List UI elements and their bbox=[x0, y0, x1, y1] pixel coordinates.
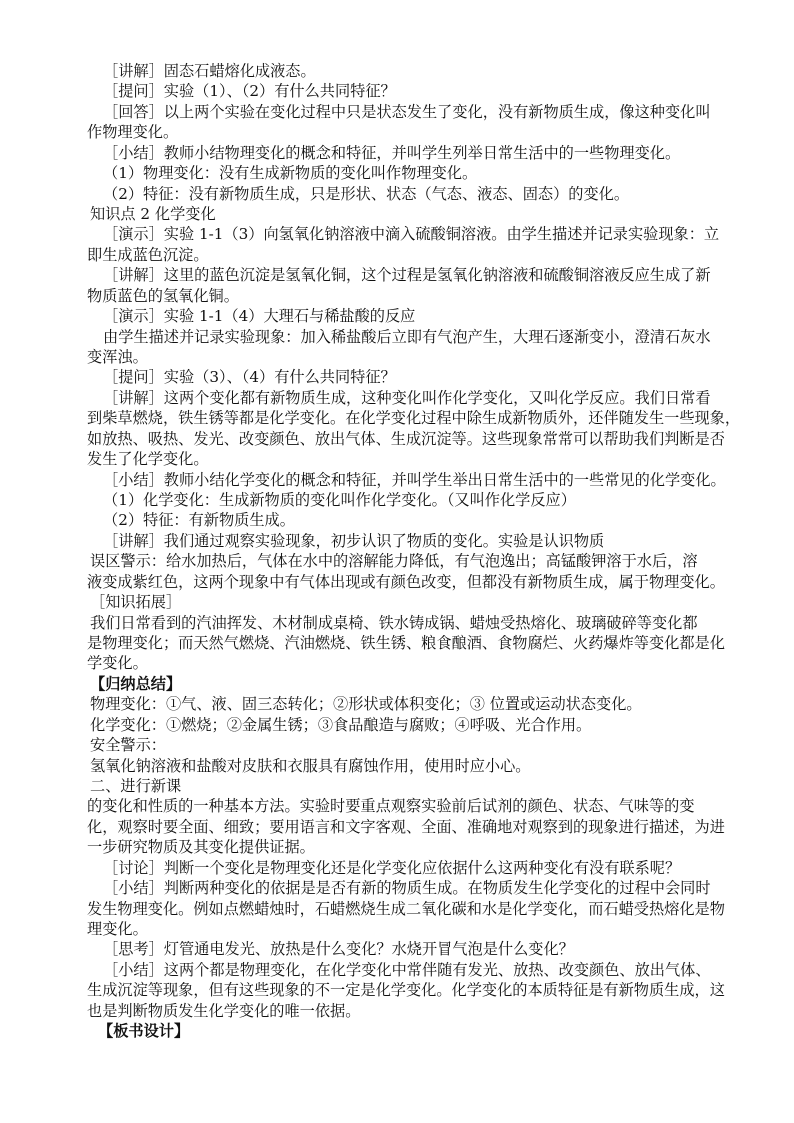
text-line: 作物理变化。 bbox=[87, 123, 179, 142]
section-heading: 【板书设计】 bbox=[98, 1022, 190, 1041]
text-line: 发生物理变化。例如点燃蜡烛时，石蜡燃烧生成二氧化碳和水是化学变化，而石蜡受热熔化是物 bbox=[87, 899, 725, 918]
text-line: ［小结］这两个都是物理变化，在化学变化中常伴随有发光、放热、改变颜色、放出气体、 bbox=[103, 960, 711, 979]
text-line: 学变化。 bbox=[87, 654, 148, 673]
text-line: 二、进行新课 bbox=[90, 777, 182, 796]
section-heading: 【归纳总结】 bbox=[90, 674, 182, 693]
text-line: 知识点 2 化学变化 bbox=[90, 205, 216, 223]
text-line: 误区警示：给水加热后，气体在水中的溶解能力降低，有气泡逸出；高锰酸钾溶于水后，溶 bbox=[90, 552, 698, 571]
text-line: 物质蓝色的氢氧化铜。 bbox=[87, 286, 239, 305]
text-line: （2）特征：有新物质生成。 bbox=[103, 511, 295, 530]
text-line: （1）物理变化：没有生成新物质的变化叫作物理变化。 bbox=[103, 164, 478, 183]
text-line: 也是判断物质发生化学变化的唯一依据。 bbox=[87, 1001, 361, 1020]
text-line: 液变成紫红色，这两个现象中有气体出现或有颜色改变，但都没有新物质生成，属于物理变化。 bbox=[87, 572, 725, 591]
text-line: 是物理变化；而天然气燃烧、汽油燃烧、铁生锈、粮食酿酒、食物腐烂、火药爆炸等变化都是化 bbox=[87, 634, 725, 653]
text-line: ［讲解］这两个变化都有新物质生成，这种变化叫作化学变化，又叫化学反应。我们日常看 bbox=[103, 388, 711, 407]
text-line: ［回答］以上两个实验在变化过程中只是状态发生了变化，没有新物质生成，像这种变化叫 bbox=[103, 102, 711, 121]
text-line: ［提问］实验（1）、（2）有什么共同特征？ bbox=[103, 82, 396, 101]
text-line: 化，观察时要全面、细致；要用语言和文字客观、全面、准确地对观察到的现象进行描述，为进 bbox=[87, 817, 725, 836]
text-line: 发生了化学变化。 bbox=[87, 450, 209, 469]
text-line: 物理变化：①气、液、固三态转化；②形状或体积变化；③ 位置或运动状态变化。 bbox=[90, 695, 642, 714]
text-line: （2）特征：没有新物质生成，只是形状、状态（气态、液态、固态）的变化。 bbox=[103, 184, 630, 203]
text-line: 如放热、吸热、发光、改变颜色、放出气体、生成沉淀等。这些现象常常可以帮助我们判断是否 bbox=[87, 429, 725, 448]
text-line: 由学生描述并记录实验现象：加入稀盐酸后立即有气泡产生，大理石逐渐变小，澄清石灰水 bbox=[103, 327, 711, 346]
text-line: ［提问］实验（3）、（4）有什么共同特征？ bbox=[103, 368, 396, 387]
text-line: （1）化学变化：生成新物质的变化叫作化学变化。（又叫作化学反应） bbox=[103, 491, 576, 510]
text-line: 生成沉淀等现象，但有这些现象的不一定是化学变化。化学变化的本质特征是有新物质生成，这 bbox=[87, 981, 725, 1000]
text-line: ［知识拓展］ bbox=[90, 593, 182, 612]
text-line: ［小结］判断两种变化的依据是是否有新的物质生成。在物质发生化学变化的过程中会同时 bbox=[103, 879, 711, 898]
text-line: ［演示］实验 1-1（3）向氢氧化钠溶液中滴入硫酸铜溶液。由学生描述并记录实验现象：立 bbox=[103, 225, 720, 244]
text-line: 到柴草燃烧，铁生锈等都是化学变化。在化学变化过程中除生成新物质外，还伴随发生一些现象， bbox=[87, 409, 741, 428]
text-line: 理变化。 bbox=[87, 920, 148, 939]
text-line: 安全警示： bbox=[90, 736, 166, 755]
text-line: 氢氧化钠溶液和盐酸对皮肤和衣服具有腐蚀作用，使用时应小心。 bbox=[90, 756, 531, 775]
text-line: 即生成蓝色沉淀。 bbox=[87, 245, 209, 264]
text-line: ［思考］灯管通电发光、放热是什么变化？水烧开冒气泡是什么变化？ bbox=[103, 940, 574, 959]
text-line: 的变化和性质的一种基本方法。实验时要重点观察实验前后试剂的颜色、状态、气味等的变 bbox=[87, 797, 695, 816]
text-line: ［讲解］我们通过观察实验现象，初步认识了物质的变化。实验是认识物质 bbox=[103, 531, 605, 550]
text-line: ［小结］教师小结化学变化的概念和特征，并叫学生举出日常生活中的一些常见的化学变化。 bbox=[103, 470, 726, 489]
text-line: ［讨论］判断一个变化是物理变化还是化学变化应依据什么这两种变化有没有联系呢？ bbox=[103, 858, 681, 877]
text-line: 变浑浊。 bbox=[87, 348, 148, 367]
text-line: 我们日常看到的汽油挥发、木材制成桌椅、铁水铸成锅、蜡烛受热熔化、玻璃破碎等变化都 bbox=[90, 613, 698, 632]
text-line: 一步研究物质及其变化提供证据。 bbox=[87, 838, 315, 857]
text-line: ［讲解］这里的蓝色沉淀是氢氧化铜，这个过程是氢氧化钠溶液和硫酸铜溶液反应生成了新 bbox=[103, 266, 711, 285]
text-line: 化学变化：①燃烧；②金属生锈；③食品酿造与腐败；④呼吸、光合作用。 bbox=[90, 715, 592, 734]
text-line: ［讲解］固态石蜡熔化成液态。 bbox=[103, 62, 316, 80]
text-line: ［小结］教师小结物理变化的概念和特征，并叫学生列举日常生活中的一些物理变化。 bbox=[103, 143, 681, 162]
text-line: ［演示］实验 1-1（4）大理石与稀盐酸的反应 bbox=[103, 307, 416, 326]
